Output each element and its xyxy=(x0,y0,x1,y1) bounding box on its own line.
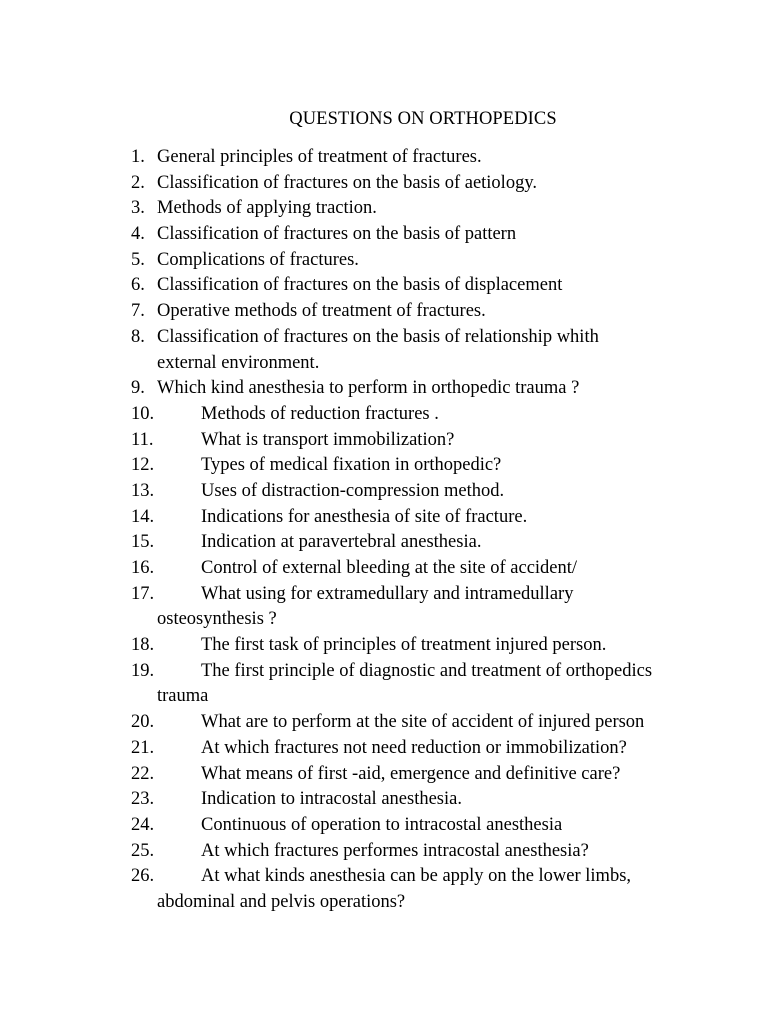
question-number: 26. xyxy=(131,866,155,887)
list-item xyxy=(0,659,768,710)
list-item xyxy=(0,273,768,299)
question-text: What using for extramedullary and intramedullary xyxy=(201,583,574,604)
list-item xyxy=(0,505,768,531)
question-text: At which fractures performes intracostal anesthesia? xyxy=(201,840,589,861)
list-item xyxy=(0,248,768,274)
question-number: 21. xyxy=(131,737,155,758)
list-item xyxy=(0,376,768,402)
question-number: 9. xyxy=(131,378,145,399)
list-item xyxy=(0,479,768,505)
question-text: What are to perform at the site of accident of injured person xyxy=(201,712,645,733)
question-number: 20. xyxy=(131,712,155,733)
list-item xyxy=(0,428,768,454)
list-item xyxy=(0,762,768,788)
question-text: Classification of fractures on the basis of aetiology. xyxy=(157,172,537,193)
list-item xyxy=(0,196,768,222)
question-number: 12. xyxy=(131,455,155,476)
question-number: 10. xyxy=(131,403,155,424)
question-number: 22. xyxy=(131,763,155,784)
question-text: The first task of principles of treatment injured person. xyxy=(201,635,607,656)
question-text: The first principle of diagnostic and treatment of orthopedics xyxy=(201,660,653,681)
question-text: At what kinds anesthesia can be apply on the lower limbs, xyxy=(201,866,632,887)
question-text: Which kind anesthesia to perform in orthopedic trauma ? xyxy=(157,378,580,399)
question-number: 18. xyxy=(131,635,155,656)
list-item xyxy=(0,556,768,582)
question-text: Indications for anesthesia of site of fracture. xyxy=(201,506,528,527)
list-item xyxy=(0,145,768,171)
list-item xyxy=(0,864,768,915)
question-number: 25. xyxy=(131,840,155,861)
question-number: 14. xyxy=(131,506,155,527)
question-text: Continuous of operation to intracostal anesthesia xyxy=(201,814,563,835)
question-number: 5. xyxy=(131,249,145,270)
list-item xyxy=(0,530,768,556)
list-item xyxy=(0,222,768,248)
question-number: 2. xyxy=(131,172,145,193)
question-number: 23. xyxy=(131,789,155,810)
question-text: Indication at paravertebral anesthesia. xyxy=(201,532,482,553)
list-item xyxy=(0,736,768,762)
question-text: What is transport immobilization? xyxy=(201,429,455,450)
question-text: Operative methods of treatment of fractures. xyxy=(157,301,486,322)
question-text-continued: external environment. xyxy=(157,352,320,373)
list-item xyxy=(0,787,768,813)
list-item xyxy=(0,171,768,197)
question-text-continued: abdominal and pelvis operations? xyxy=(157,891,406,912)
question-text: Classification of fractures on the basis of relationship whith xyxy=(157,326,599,347)
question-number: 3. xyxy=(131,198,145,219)
list-item xyxy=(0,402,768,428)
question-text: Classification of fractures on the basis of displacement xyxy=(157,275,563,296)
question-text: Control of external bleeding at the site of accident/ xyxy=(201,558,578,579)
list-item xyxy=(0,710,768,736)
list-item xyxy=(0,453,768,479)
list-item xyxy=(0,299,768,325)
question-text: Uses of distraction-compression method. xyxy=(201,480,505,501)
question-text: Indication to intracostal anesthesia. xyxy=(201,789,462,810)
list-item xyxy=(0,813,768,839)
question-number: 13. xyxy=(131,480,155,501)
list-item xyxy=(0,582,768,633)
list-item xyxy=(0,325,768,376)
question-text: What means of first -aid, emergence and definitive care? xyxy=(201,763,621,784)
question-number: 11. xyxy=(131,429,154,450)
question-number: 6. xyxy=(131,275,145,296)
list-item xyxy=(0,839,768,865)
question-number: 1. xyxy=(131,147,145,167)
question-list xyxy=(0,145,768,916)
question-text: Types of medical fixation in orthopedic? xyxy=(201,455,502,476)
list-item xyxy=(0,633,768,659)
question-number: 16. xyxy=(131,558,155,579)
question-text: At which fractures not need reduction or immobilization? xyxy=(201,737,627,758)
question-number: 8. xyxy=(131,326,145,347)
question-number: 15. xyxy=(131,532,155,553)
question-number: 24. xyxy=(131,814,155,835)
question-text-continued: osteosynthesis ? xyxy=(157,609,277,630)
question-text: Complications of fractures. xyxy=(157,249,359,270)
question-text: Classification of fractures on the basis of pattern xyxy=(157,224,517,245)
question-text-continued: trauma xyxy=(157,686,209,707)
question-number: 4. xyxy=(131,224,145,245)
page-title: QUESTIONS ON ORTHOPEDICS xyxy=(289,109,557,129)
question-text: General principles of treatment of fractures. xyxy=(157,147,482,167)
question-number: 19. xyxy=(131,660,155,681)
question-number: 17. xyxy=(131,583,155,604)
question-text: Methods of applying traction. xyxy=(157,198,377,219)
question-text: Methods of reduction fractures . xyxy=(201,403,439,424)
question-number: 7. xyxy=(131,301,145,322)
